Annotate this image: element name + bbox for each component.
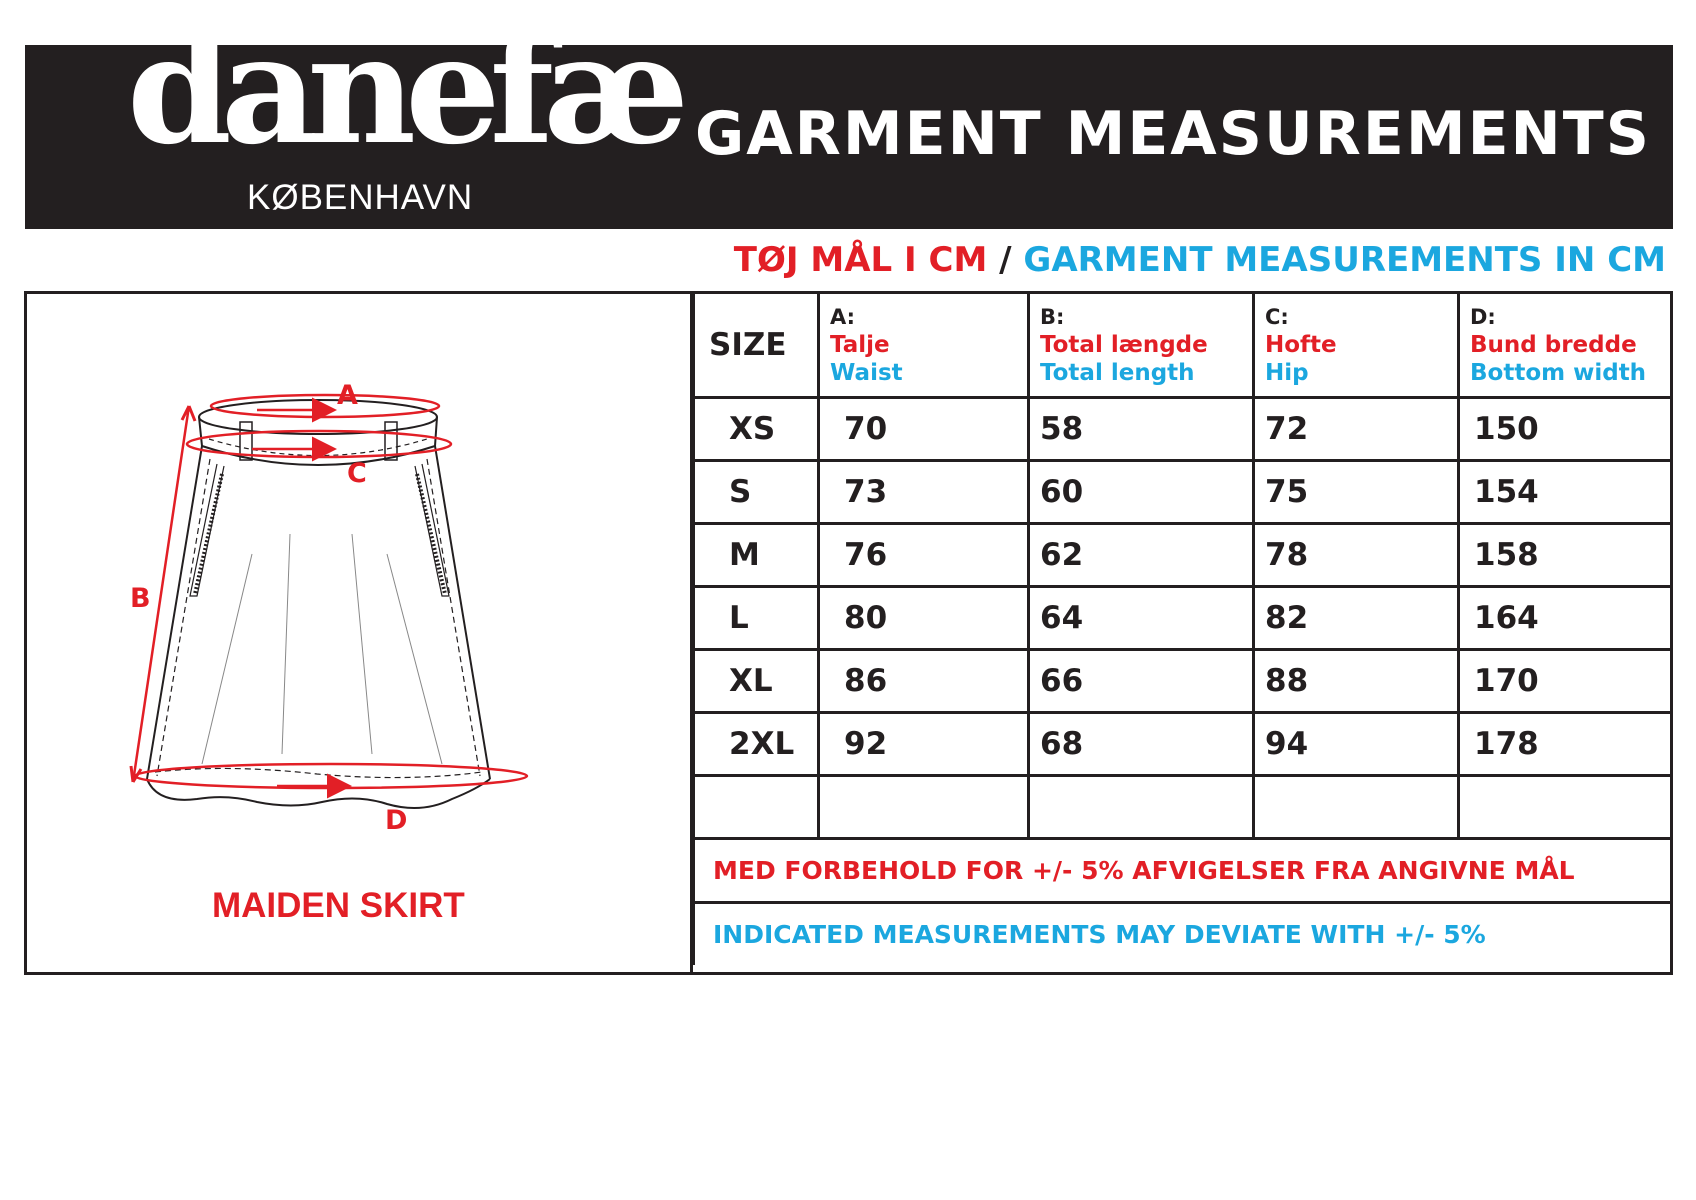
waist-cell: 70: [819, 398, 1029, 461]
waist-cell: 86: [819, 650, 1029, 713]
illustration-panel: [24, 291, 693, 975]
column-header-a: [819, 294, 1029, 398]
note-english: INDICATED MEASUREMENTS MAY DEVIATE WITH +/- 5%: [694, 903, 1672, 966]
length-cell: 62: [1029, 524, 1254, 587]
hip-cell: 78: [1254, 524, 1459, 587]
table-row: [694, 713, 1672, 776]
brand-city: KØBENHAVN: [247, 178, 474, 217]
waist-cell: [819, 776, 1029, 839]
hip-cell: [1254, 776, 1459, 839]
size-cell: S: [694, 461, 819, 524]
brand-logo: danefæ: [127, 2, 679, 178]
column-english-label: Waist: [830, 360, 903, 386]
size-cell: XL: [694, 650, 819, 713]
subtitle-separator: /: [999, 240, 1012, 280]
waist-cell: 73: [819, 461, 1029, 524]
label-d: D: [385, 805, 408, 836]
page-title: GARMENT MEASUREMENTS: [695, 99, 1651, 169]
skirt-illustration: [27, 294, 690, 972]
bottom-width-cell: 170: [1459, 650, 1672, 713]
header-banner: [25, 2, 1673, 229]
subtitle-english: GARMENT MEASUREMENTS IN CM: [1023, 240, 1666, 280]
column-header-c: [1254, 294, 1459, 398]
size-cell: 2XL: [694, 713, 819, 776]
subtitle-danish: TØJ MÅL I CM: [733, 240, 988, 280]
column-danish-label: Hofte: [1265, 332, 1337, 358]
hip-cell: 88: [1254, 650, 1459, 713]
bottom-width-cell: 164: [1459, 587, 1672, 650]
table-row: [694, 461, 1672, 524]
bottom-width-cell: [1459, 776, 1672, 839]
label-a: A: [337, 380, 358, 411]
hip-cell: 82: [1254, 587, 1459, 650]
size-cell: [694, 776, 819, 839]
column-danish-label: Total længde: [1040, 332, 1208, 358]
size-cell: XS: [694, 398, 819, 461]
size-cell: L: [694, 587, 819, 650]
length-cell: 58: [1029, 398, 1254, 461]
table-row: [694, 650, 1672, 713]
note-row-english: [694, 903, 1672, 966]
column-letter: C:: [1265, 305, 1289, 329]
column-header-d: [1459, 294, 1672, 398]
column-danish-label: Talje: [830, 332, 890, 358]
hip-cell: 94: [1254, 713, 1459, 776]
size-header: SIZE: [694, 294, 819, 398]
note-danish: MED FORBEHOLD FOR +/- 5% AFVIGELSER FRA ANGIVNE MÅL: [694, 839, 1672, 903]
label-b: B: [130, 583, 151, 614]
bottom-width-cell: 150: [1459, 398, 1672, 461]
bottom-width-cell: 154: [1459, 461, 1672, 524]
length-cell: 60: [1029, 461, 1254, 524]
column-english-label: Total length: [1040, 360, 1195, 386]
note-row-danish: [694, 839, 1672, 903]
column-english-label: Hip: [1265, 360, 1309, 386]
length-cell: [1029, 776, 1254, 839]
subtitle: [734, 240, 1666, 280]
bottom-width-cell: 178: [1459, 713, 1672, 776]
table-row: [694, 398, 1672, 461]
bottom-width-cell: 158: [1459, 524, 1672, 587]
column-english-label: Bottom width: [1470, 360, 1647, 386]
measure-d-ellipse: [135, 764, 527, 788]
column-danish-label: Bund bredde: [1470, 332, 1637, 358]
size-cell: M: [694, 524, 819, 587]
hip-cell: 75: [1254, 461, 1459, 524]
column-letter: D:: [1470, 305, 1496, 329]
length-cell: 66: [1029, 650, 1254, 713]
table-row-empty: [694, 776, 1672, 839]
measurement-table: [692, 291, 1673, 975]
table-row: [694, 587, 1672, 650]
column-letter: A:: [830, 305, 856, 329]
label-c: C: [347, 458, 367, 489]
product-name: MAIDEN SKIRT: [212, 886, 465, 925]
waist-cell: 76: [819, 524, 1029, 587]
waist-cell: 80: [819, 587, 1029, 650]
column-letter: B:: [1040, 305, 1065, 329]
column-header-b: [1029, 294, 1254, 398]
table-row: [694, 524, 1672, 587]
hip-cell: 72: [1254, 398, 1459, 461]
length-cell: 68: [1029, 713, 1254, 776]
waist-cell: 92: [819, 713, 1029, 776]
table-header-row: [694, 294, 1672, 398]
length-cell: 64: [1029, 587, 1254, 650]
